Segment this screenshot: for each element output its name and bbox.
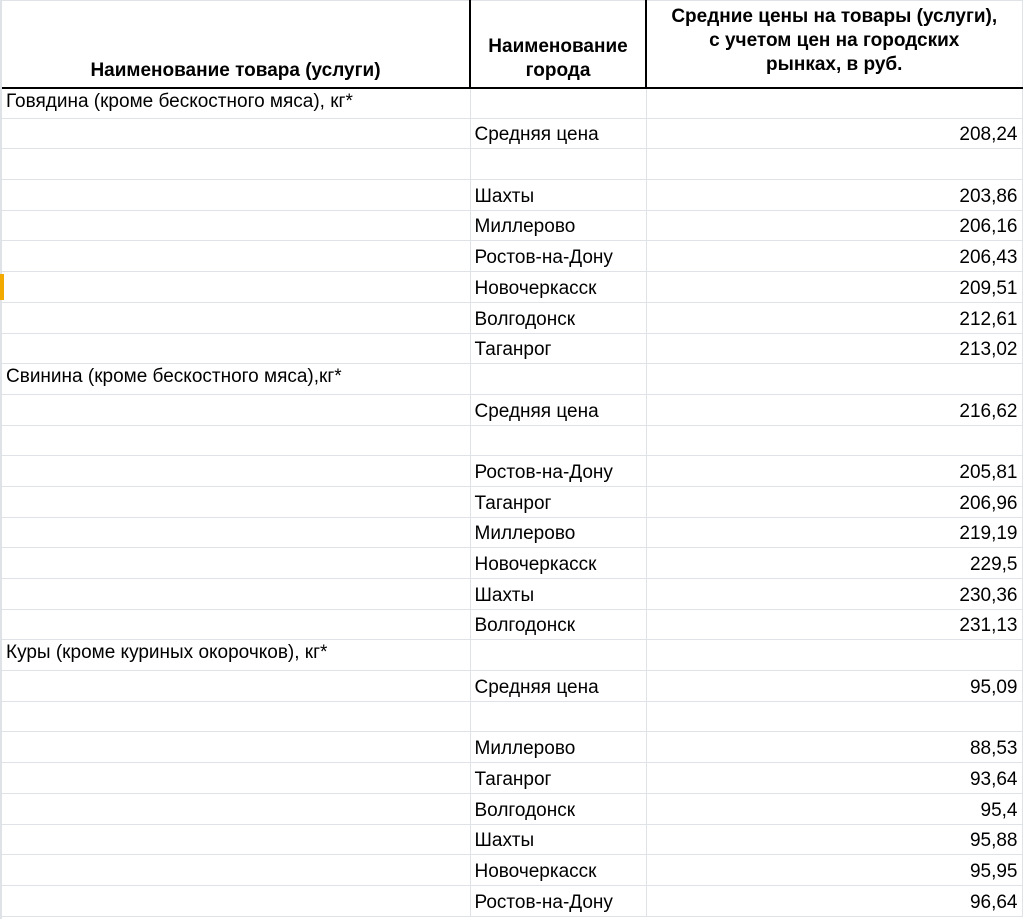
table-row	[2, 671, 1022, 702]
city-cell[interactable]: Миллерово	[470, 210, 646, 241]
header-product[interactable]: Наименование товара (услуги)	[2, 1, 470, 88]
product-cell[interactable]	[2, 885, 470, 916]
product-cell[interactable]	[2, 517, 470, 548]
product-cell[interactable]	[2, 241, 470, 272]
product-cell[interactable]	[2, 579, 470, 610]
price-cell[interactable]: 231,13	[646, 609, 1022, 640]
city-cell[interactable]: Шахты	[470, 579, 646, 610]
city-cell[interactable]: Таганрог	[470, 763, 646, 794]
city-cell[interactable]	[470, 149, 646, 180]
city-cell[interactable]: Миллерово	[470, 732, 646, 763]
price-cell[interactable]: 205,81	[646, 456, 1022, 487]
table-row	[2, 364, 1022, 395]
table-row	[2, 824, 1022, 855]
price-cell[interactable]: 216,62	[646, 394, 1022, 425]
city-cell[interactable]: Волгодонск	[470, 609, 646, 640]
product-cell[interactable]	[2, 394, 470, 425]
price-cell[interactable]: 203,86	[646, 180, 1022, 211]
table-row	[2, 333, 1022, 364]
city-cell[interactable]	[470, 640, 646, 671]
product-cell[interactable]	[2, 609, 470, 640]
city-cell[interactable]: Новочеркасск	[470, 855, 646, 886]
table-row	[2, 241, 1022, 272]
product-cell[interactable]	[2, 763, 470, 794]
city-cell[interactable]: Ростов-на-Дону	[470, 456, 646, 487]
table-row	[2, 118, 1022, 149]
table-row	[2, 517, 1022, 548]
product-cell[interactable]	[2, 302, 470, 333]
product-cell[interactable]	[2, 149, 470, 180]
price-cell[interactable]: 213,02	[646, 333, 1022, 364]
city-cell[interactable]: Средняя цена	[470, 671, 646, 702]
city-cell[interactable]: Ростов-на-Дону	[470, 885, 646, 916]
table-row	[2, 885, 1022, 916]
header-city[interactable]: Наименование города	[470, 1, 646, 88]
header-price-line-2: с учетом цен на городских	[709, 30, 960, 51]
header-price-line-1: Средние цены на товары (услуги),	[671, 6, 998, 27]
city-cell[interactable]: Таганрог	[470, 486, 646, 517]
table-row	[2, 609, 1022, 640]
city-cell[interactable]: Волгодонск	[470, 302, 646, 333]
price-cell[interactable]	[646, 88, 1022, 119]
table-row	[2, 640, 1022, 671]
table-row	[2, 793, 1022, 824]
price-cell[interactable]	[646, 425, 1022, 456]
product-cell[interactable]	[2, 793, 470, 824]
price-cell[interactable]: 219,19	[646, 517, 1022, 548]
product-cell[interactable]	[2, 732, 470, 763]
table-row	[2, 302, 1022, 333]
price-cell[interactable]: 95,95	[646, 855, 1022, 886]
table-row	[2, 88, 1022, 119]
product-cell[interactable]: Свинина (кроме бескостного мяса),кг*	[2, 364, 470, 395]
price-cell[interactable]	[646, 364, 1022, 395]
product-cell[interactable]	[2, 824, 470, 855]
product-cell[interactable]	[2, 180, 470, 211]
product-cell[interactable]	[2, 425, 470, 456]
city-cell[interactable]	[470, 364, 646, 395]
table-row	[2, 486, 1022, 517]
price-cell[interactable]	[646, 701, 1022, 732]
table-row	[2, 701, 1022, 732]
table-row	[2, 394, 1022, 425]
product-cell[interactable]	[2, 456, 470, 487]
product-cell[interactable]	[2, 486, 470, 517]
product-cell[interactable]	[2, 855, 470, 886]
header-price-line-3: рынках, в руб.	[766, 54, 903, 75]
product-cell[interactable]: Говядина (кроме бескостного мяса), кг*	[2, 88, 470, 119]
price-cell[interactable]	[646, 640, 1022, 671]
price-cell[interactable]: 229,5	[646, 548, 1022, 579]
price-cell[interactable]: 212,61	[646, 302, 1022, 333]
price-cell[interactable]: 206,43	[646, 241, 1022, 272]
price-cell[interactable]: 209,51	[646, 272, 1022, 303]
table-row	[2, 180, 1022, 211]
price-cell[interactable]: 93,64	[646, 763, 1022, 794]
city-cell[interactable]: Средняя цена	[470, 394, 646, 425]
header-row	[2, 1, 1022, 88]
table-row	[2, 425, 1022, 456]
product-cell[interactable]	[2, 701, 470, 732]
price-table	[2, 0, 1023, 917]
price-cell[interactable]: 230,36	[646, 579, 1022, 610]
city-cell[interactable]: Волгодонск	[470, 793, 646, 824]
price-cell[interactable]: 88,53	[646, 732, 1022, 763]
city-cell[interactable]: Новочеркасск	[470, 548, 646, 579]
city-cell[interactable]	[470, 88, 646, 119]
price-cell[interactable]	[646, 149, 1022, 180]
table-row	[2, 210, 1022, 241]
city-cell[interactable]: Шахты	[470, 824, 646, 855]
table-row	[2, 272, 1022, 303]
product-cell[interactable]	[2, 272, 470, 303]
city-cell[interactable]: Ростов-на-Дону	[470, 241, 646, 272]
product-cell[interactable]	[2, 210, 470, 241]
price-cell[interactable]: 206,96	[646, 486, 1022, 517]
price-cell[interactable]: 95,88	[646, 824, 1022, 855]
product-cell[interactable]: Куры (кроме куриных окорочков), кг*	[2, 640, 470, 671]
product-cell[interactable]	[2, 548, 470, 579]
city-cell[interactable]	[470, 701, 646, 732]
product-cell[interactable]	[2, 333, 470, 364]
table-row	[2, 579, 1022, 610]
city-cell[interactable]: Таганрог	[470, 333, 646, 364]
product-cell[interactable]	[2, 671, 470, 702]
price-cell[interactable]: 208,24	[646, 118, 1022, 149]
table-row	[2, 732, 1022, 763]
price-cell[interactable]: 96,64	[646, 885, 1022, 916]
city-cell[interactable]: Шахты	[470, 180, 646, 211]
city-cell[interactable]: Новочеркасск	[470, 272, 646, 303]
table-row	[2, 456, 1022, 487]
table-row	[2, 855, 1022, 886]
table-row	[2, 149, 1022, 180]
price-cell[interactable]: 206,16	[646, 210, 1022, 241]
product-cell[interactable]	[2, 118, 470, 149]
header-price[interactable]	[646, 1, 1022, 88]
price-cell[interactable]: 95,09	[646, 671, 1022, 702]
city-cell[interactable]: Средняя цена	[470, 118, 646, 149]
table-row	[2, 763, 1022, 794]
price-cell[interactable]: 95,4	[646, 793, 1022, 824]
city-cell[interactable]: Миллерово	[470, 517, 646, 548]
table-row	[2, 548, 1022, 579]
city-cell[interactable]	[470, 425, 646, 456]
